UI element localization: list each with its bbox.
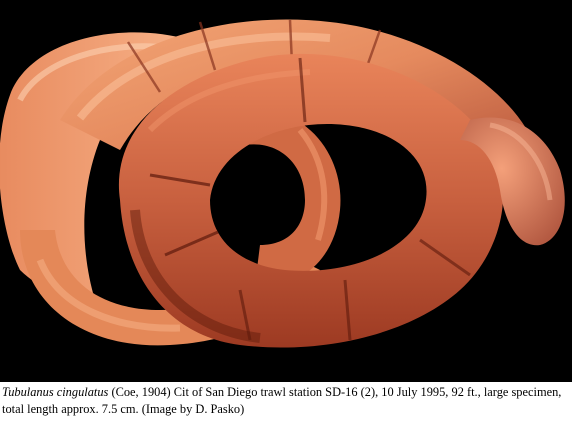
- species-name: Tubulanus cingulatus: [2, 385, 109, 399]
- image-caption: [2, 384, 568, 418]
- caption-details: (Coe, 1904) Cit of San Diego trawl station SD-16 (2), 10 July 1995, 92 ft., large specimen, total length approx. 7.5 cm. (Image by D. Pasko): [2, 385, 562, 416]
